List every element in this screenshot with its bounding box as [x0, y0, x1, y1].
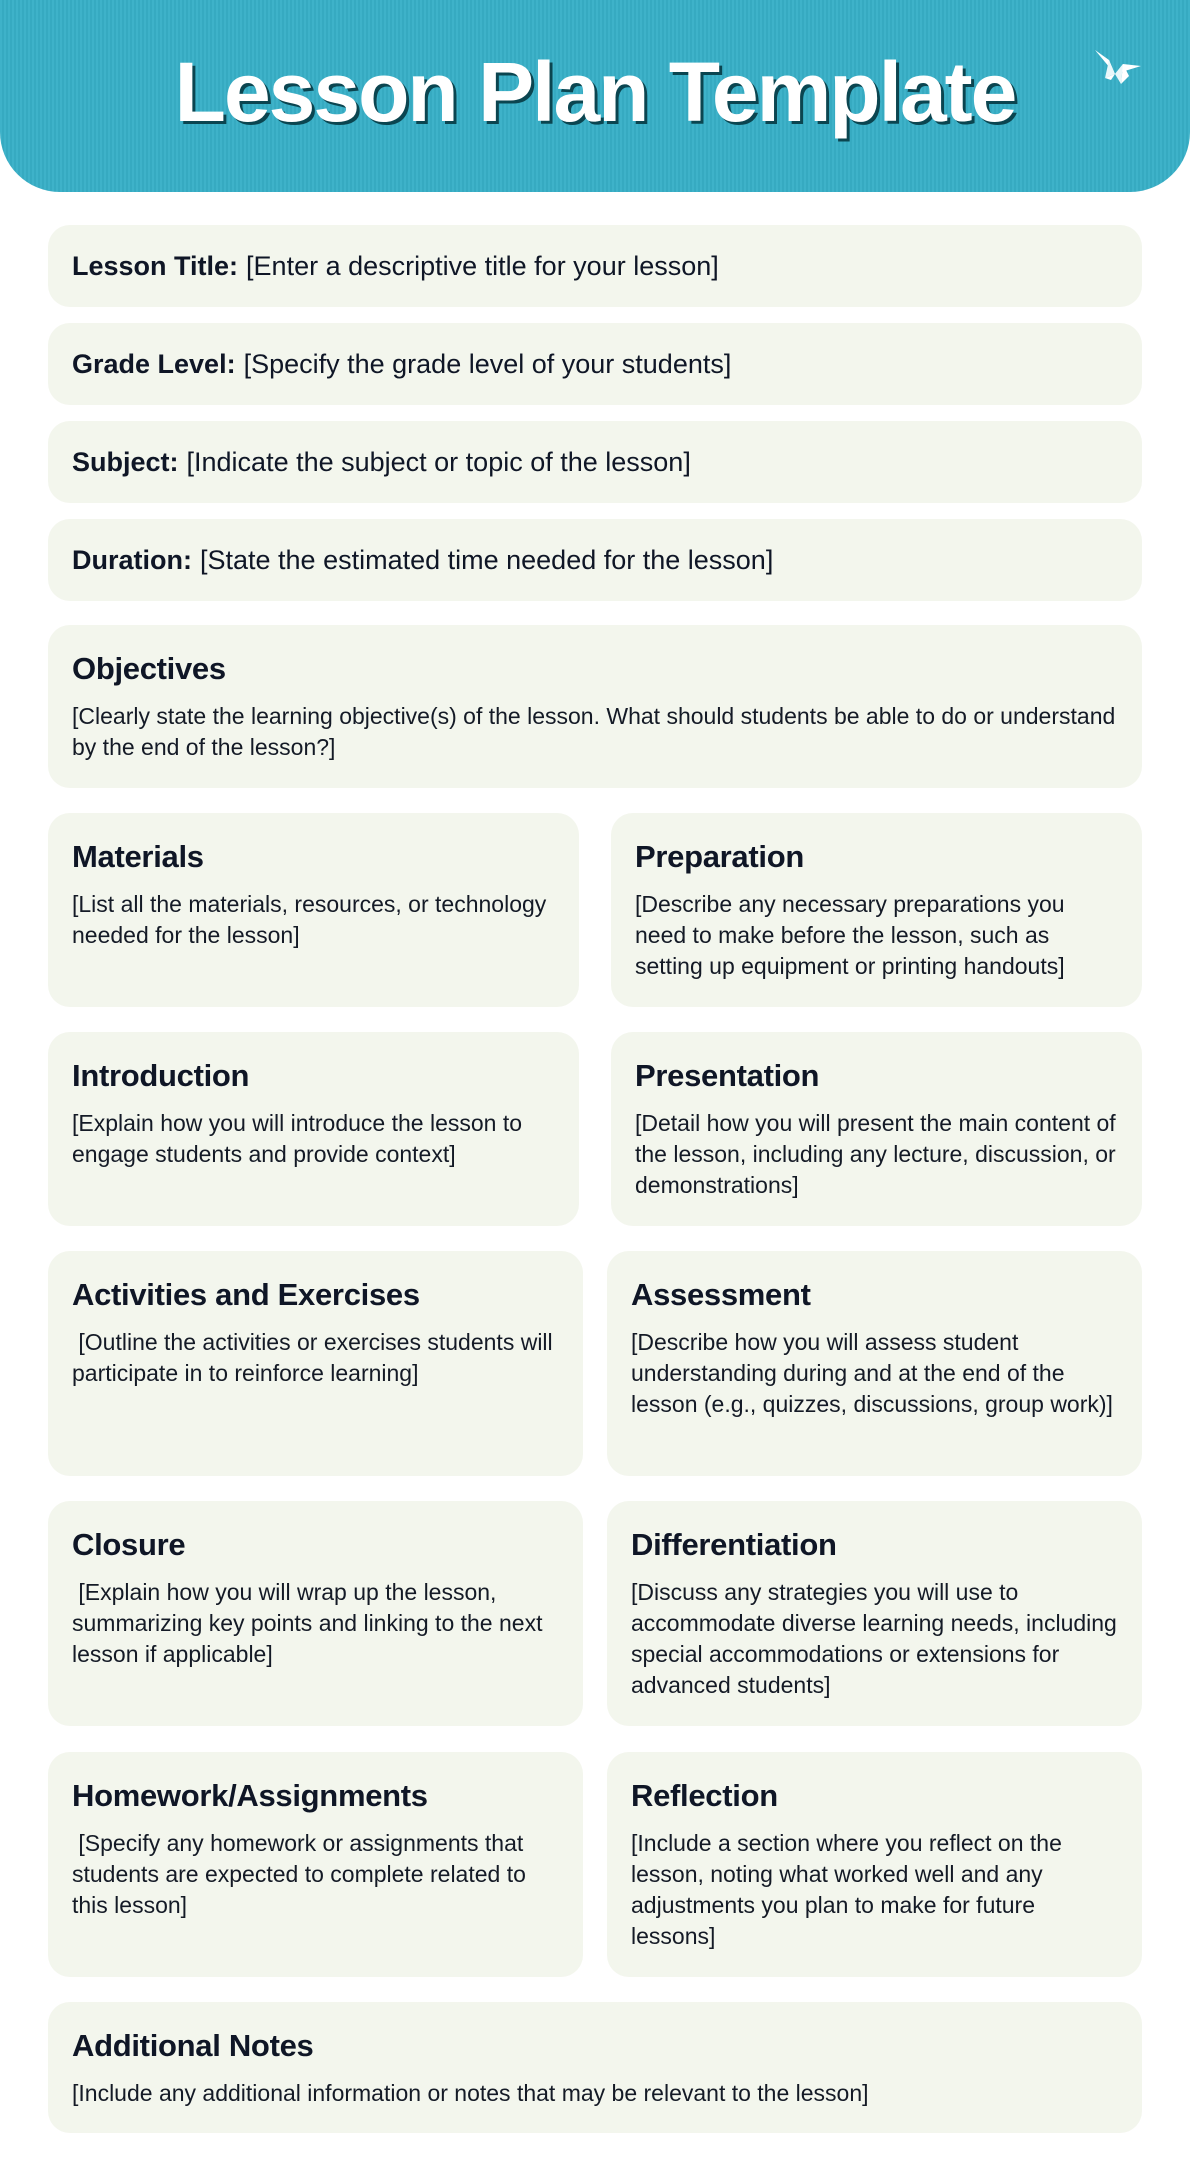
section-heading: Materials [72, 839, 204, 874]
duration-field[interactable] [48, 519, 1142, 601]
butterfly-icon [1093, 48, 1143, 88]
header-banner [0, 0, 1190, 192]
section-heading: Differentiation [631, 1527, 837, 1562]
homework-section[interactable] [48, 1752, 583, 1977]
reflection-section[interactable] [607, 1752, 1142, 1977]
section-heading: Presentation [635, 1058, 820, 1093]
section-text[interactable]: [List all the materials, resources, or technology needed for the lesson] [72, 891, 547, 948]
field-label: Lesson Title: [72, 250, 239, 281]
preparation-section[interactable] [611, 813, 1142, 1007]
section-heading: Homework/Assignments [72, 1778, 428, 1813]
additional-notes-section[interactable] [48, 2002, 1142, 2133]
section-heading: Activities and Exercises [72, 1277, 420, 1312]
section-heading: Reflection [631, 1778, 778, 1813]
subject-field[interactable] [48, 421, 1142, 503]
lesson-title-field[interactable] [48, 225, 1142, 307]
field-label: Subject: [72, 446, 179, 477]
introduction-section[interactable] [48, 1032, 579, 1226]
assessment-section[interactable] [607, 1251, 1142, 1476]
differentiation-section[interactable] [607, 1501, 1142, 1726]
section-heading: Objectives [72, 651, 226, 686]
field-label: Duration: [72, 544, 192, 575]
section-heading: Introduction [72, 1058, 250, 1093]
section-text[interactable]: [Discuss any strategies you will use to accommodate diverse learning needs, including special accommodations or extensions for advanced students] [631, 1579, 1117, 1698]
section-text[interactable]: [Outline the activities or exercises students will participate in to reinforce learning] [72, 1329, 560, 1386]
section-heading: Closure [72, 1527, 186, 1562]
section-text[interactable]: [Specify any homework or assignments that students are expected to complete related to this lesson] [72, 1830, 533, 1918]
presentation-section[interactable] [611, 1032, 1142, 1226]
section-heading: Assessment [631, 1277, 811, 1312]
page-title: Lesson Plan Template [174, 45, 1016, 139]
field-value[interactable]: [Enter a descriptive title for your lesson] [246, 250, 719, 281]
field-value[interactable]: [Specify the grade level of your students] [243, 348, 732, 379]
field-label: Grade Level: [72, 348, 236, 379]
section-text[interactable]: [Clearly state the learning objective(s) of the lesson. What should students be able to do or understand by the end of the lesson?] [72, 703, 1116, 760]
section-text[interactable]: [Detail how you will present the main content of the lesson, including any lecture, discussion, or demonstrations] [635, 1110, 1116, 1198]
section-heading: Preparation [635, 839, 804, 874]
section-text[interactable]: [Explain how you will introduce the lesson to engage students and provide context] [72, 1110, 523, 1167]
field-value[interactable]: [State the estimated time needed for the lesson] [199, 544, 774, 575]
section-text[interactable]: [Describe how you will assess student understanding during and at the end of the lesson (e.g., quizzes, discussions, group work)] [631, 1329, 1113, 1417]
section-text[interactable]: [Include a section where you reflect on the lesson, noting what worked well and any adjustments you plan to make for future lessons] [631, 1830, 1062, 1949]
grade-level-field[interactable] [48, 323, 1142, 405]
section-heading: Additional Notes [72, 2028, 314, 2063]
closure-section[interactable] [48, 1501, 583, 1726]
section-text[interactable]: [Explain how you will wrap up the lesson, summarizing key points and linking to the next lesson if applicable] [72, 1579, 549, 1667]
field-value[interactable]: [Indicate the subject or topic of the lesson] [186, 446, 691, 477]
activities-section[interactable] [48, 1251, 583, 1476]
objectives-section[interactable] [48, 625, 1142, 788]
section-text[interactable]: [Include any additional information or notes that may be relevant to the lesson] [72, 2080, 869, 2106]
section-text[interactable]: [Describe any necessary preparations you need to make before the lesson, such as setting up equipment or printing handouts] [635, 891, 1065, 979]
materials-section[interactable] [48, 813, 579, 1007]
